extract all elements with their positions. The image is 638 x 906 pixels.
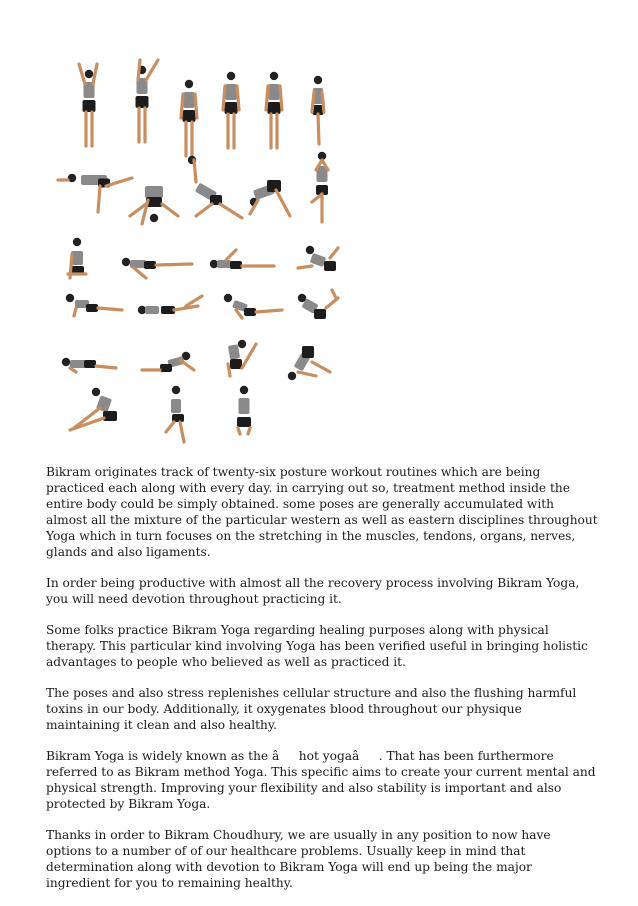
paragraph-4: The poses and also stress replenishes cellular structure and also the flushing harmful toxins in our body. Additionally, it oxygenates blood throughout our physique maintaining it clean and also healthy.: [46, 686, 577, 732]
paragraph-2: In order being productive with almost all the recovery process involving Bikram Yoga, you will need devotion throughout practicing it.: [46, 576, 580, 606]
paragraph-6: Thanks in order to Bikram Choudhury, we are usually in any position to now have options to a number of of our healthcare problems. Usually keep in mind that determination along with devotion to Bikram Yoga will end up being the major ingredient for you to remaining healthy.: [46, 828, 551, 890]
paragraph-5: Bikram Yoga is widely known as the âhot yogaâ. That has been furthermore referred to as Bikram method Yoga. This specific aims to create your current mental and physical strength. Improving your flexibility and also stability is important and also protected by Bikram Yoga.: [46, 749, 596, 811]
article-body: [46, 464, 598, 906]
yoga-poses-icon: [46, 52, 356, 452]
paragraph-3: Some folks practice Bikram Yoga regarding healing purposes along with physical therapy. This particular kind involving Yoga has been verified useful in bringing holistic advantages to people who believed as well as practiced it.: [46, 623, 588, 669]
yoga-poses-image: [46, 52, 356, 452]
paragraph-1: Bikram originates track of twenty-six posture workout routines which are being practiced each along with every day. in carrying out so, treatment method inside the entire body could be simply obtained. some poses are generally accumulated with almost all the mixture of the particular western as well as eastern disciplines throughout Yoga which in turn focuses on the stretching in the muscles, tendons, organs, nerves, glands and also ligaments.: [46, 465, 598, 559]
